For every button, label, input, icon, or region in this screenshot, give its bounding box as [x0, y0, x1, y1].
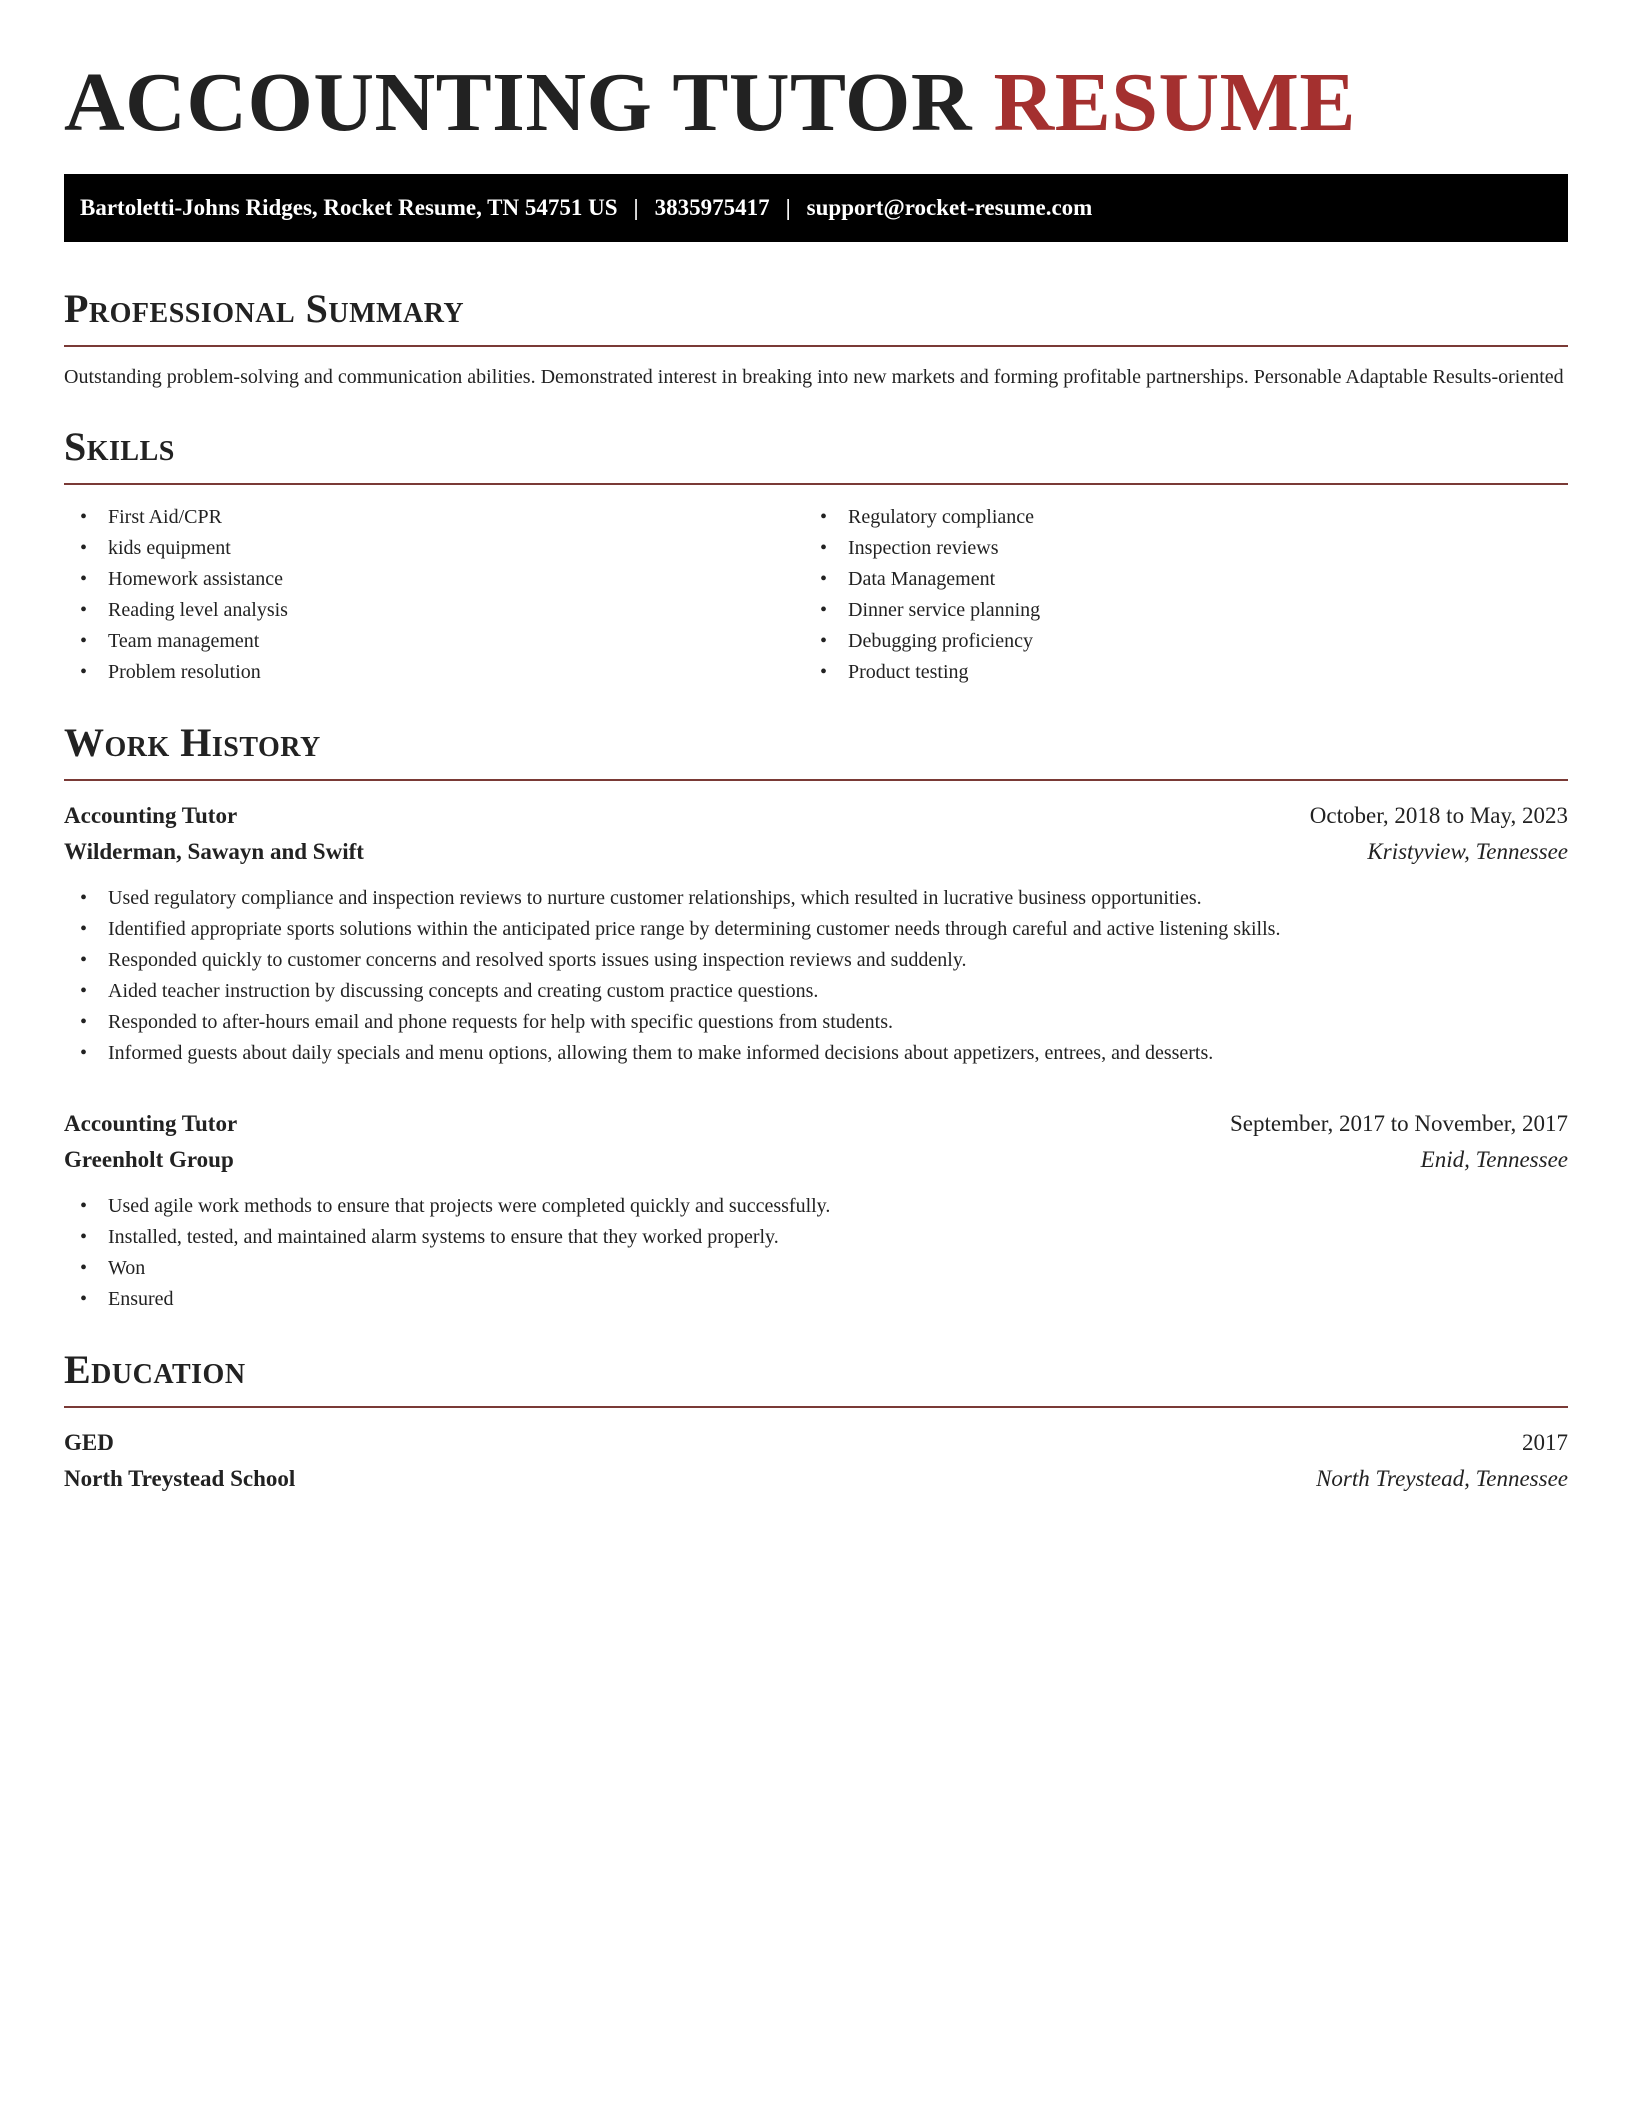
- skills-column-left: [64, 502, 804, 688]
- section-divider: [64, 483, 1568, 485]
- skill-item: • Debugging proficiency: [804, 626, 1544, 657]
- section-divider: [64, 779, 1568, 781]
- job-dates: October, 2018 to May, 2023: [1309, 803, 1568, 828]
- education-year: 2017: [1522, 1430, 1568, 1455]
- skills-list-left: [64, 502, 804, 688]
- job-duty-item: • Responded quickly to customer concerns and resolved sports issues using inspection reviews and suddenly.: [64, 945, 1568, 976]
- skills-list-right: [804, 502, 1544, 688]
- job-duty-item: • Identified appropriate sports solutions within the anticipated price range by determining customer needs through careful and active listening skills.: [64, 914, 1568, 945]
- education-entry: [64, 1425, 1568, 1497]
- skill-item: • Product testing: [804, 657, 1544, 688]
- title-main: ACCOUNTING TUTOR: [64, 56, 973, 149]
- education-degree: GED: [64, 1430, 114, 1455]
- education-heading: Education: [64, 1347, 246, 1392]
- skill-item: • Problem resolution: [64, 657, 804, 688]
- contact-phone: 3835975417: [654, 195, 770, 220]
- resume-title: [64, 52, 1568, 154]
- skills-grid: [64, 502, 1568, 688]
- contact-separator: |: [633, 195, 639, 220]
- job-company: Wilderman, Sawayn and Swift: [64, 839, 364, 864]
- skill-item: • Reading level analysis: [64, 595, 804, 626]
- job-duties-list: [64, 1191, 1568, 1315]
- title-accent: RESUME: [993, 56, 1356, 149]
- education-section: [64, 1346, 1568, 1497]
- job-header-row: [64, 798, 1568, 834]
- job-company-row: [64, 1142, 1568, 1178]
- job-duty-item: • Ensured: [64, 1284, 1568, 1315]
- job-header-row: [64, 1106, 1568, 1142]
- education-school: North Treystead School: [64, 1466, 296, 1491]
- skill-item: • Homework assistance: [64, 564, 804, 595]
- job-title: Accounting Tutor: [64, 803, 238, 828]
- job-dates: September, 2017 to November, 2017: [1230, 1111, 1568, 1136]
- education-header-row: [64, 1425, 1568, 1461]
- education-school-row: [64, 1461, 1568, 1497]
- contact-bar: [64, 174, 1568, 242]
- job-company: Greenholt Group: [64, 1147, 234, 1172]
- job-company-row: [64, 834, 1568, 870]
- contact-email: support@rocket-resume.com: [806, 195, 1093, 220]
- section-divider: [64, 345, 1568, 347]
- job-entry: [64, 798, 1568, 1069]
- skills-heading: Skills: [64, 424, 175, 469]
- skill-item: • kids equipment: [64, 533, 804, 564]
- job-duty-item: • Informed guests about daily specials and menu options, allowing them to make informed decisions about appetizers, entrees, and desserts.: [64, 1038, 1568, 1069]
- skill-item: • Inspection reviews: [804, 533, 1544, 564]
- job-location: Kristyview, Tennessee: [1367, 839, 1568, 864]
- contact-address: Bartoletti-Johns Ridges, Rocket Resume, TN 54751 US: [80, 195, 618, 220]
- work-history-section: [64, 719, 1568, 1315]
- skill-item: • Data Management: [804, 564, 1544, 595]
- contact-separator: |: [785, 195, 791, 220]
- skills-column-right: [804, 502, 1544, 688]
- section-divider: [64, 1406, 1568, 1408]
- summary-section: [64, 285, 1568, 392]
- job-duty-item: • Won: [64, 1253, 1568, 1284]
- job-duty-item: • Installed, tested, and maintained alarm systems to ensure that they worked properly.: [64, 1222, 1568, 1253]
- job-title: Accounting Tutor: [64, 1111, 238, 1136]
- job-duties-list: [64, 883, 1568, 1069]
- job-duty-item: • Used agile work methods to ensure that projects were completed quickly and successfully.: [64, 1191, 1568, 1222]
- skills-section: [64, 423, 1568, 688]
- job-duty-item: • Used regulatory compliance and inspection reviews to nurture customer relationships, which resulted in lucrative business opportunities.: [64, 883, 1568, 914]
- summary-text: Outstanding problem-solving and communication abilities. Demonstrated interest in breaking into new markets and forming profitable partnerships. Personable Adaptable Results-oriented: [64, 366, 1564, 388]
- job-duty-item: • Aided teacher instruction by discussing concepts and creating custom practice questions.: [64, 976, 1568, 1007]
- skill-item: • First Aid/CPR: [64, 502, 804, 533]
- skill-item: • Regulatory compliance: [804, 502, 1544, 533]
- skill-item: • Team management: [64, 626, 804, 657]
- work-history-heading: Work History: [64, 720, 321, 765]
- summary-heading: Professional Summary: [64, 286, 465, 331]
- job-location: Enid, Tennessee: [1420, 1147, 1568, 1172]
- education-location: North Treystead, Tennessee: [1316, 1466, 1568, 1491]
- resume-content: [64, 52, 1568, 1497]
- job-entry: [64, 1106, 1568, 1315]
- skill-item: • Dinner service planning: [804, 595, 1544, 626]
- job-duty-item: • Responded to after-hours email and phone requests for help with specific questions from students.: [64, 1007, 1568, 1038]
